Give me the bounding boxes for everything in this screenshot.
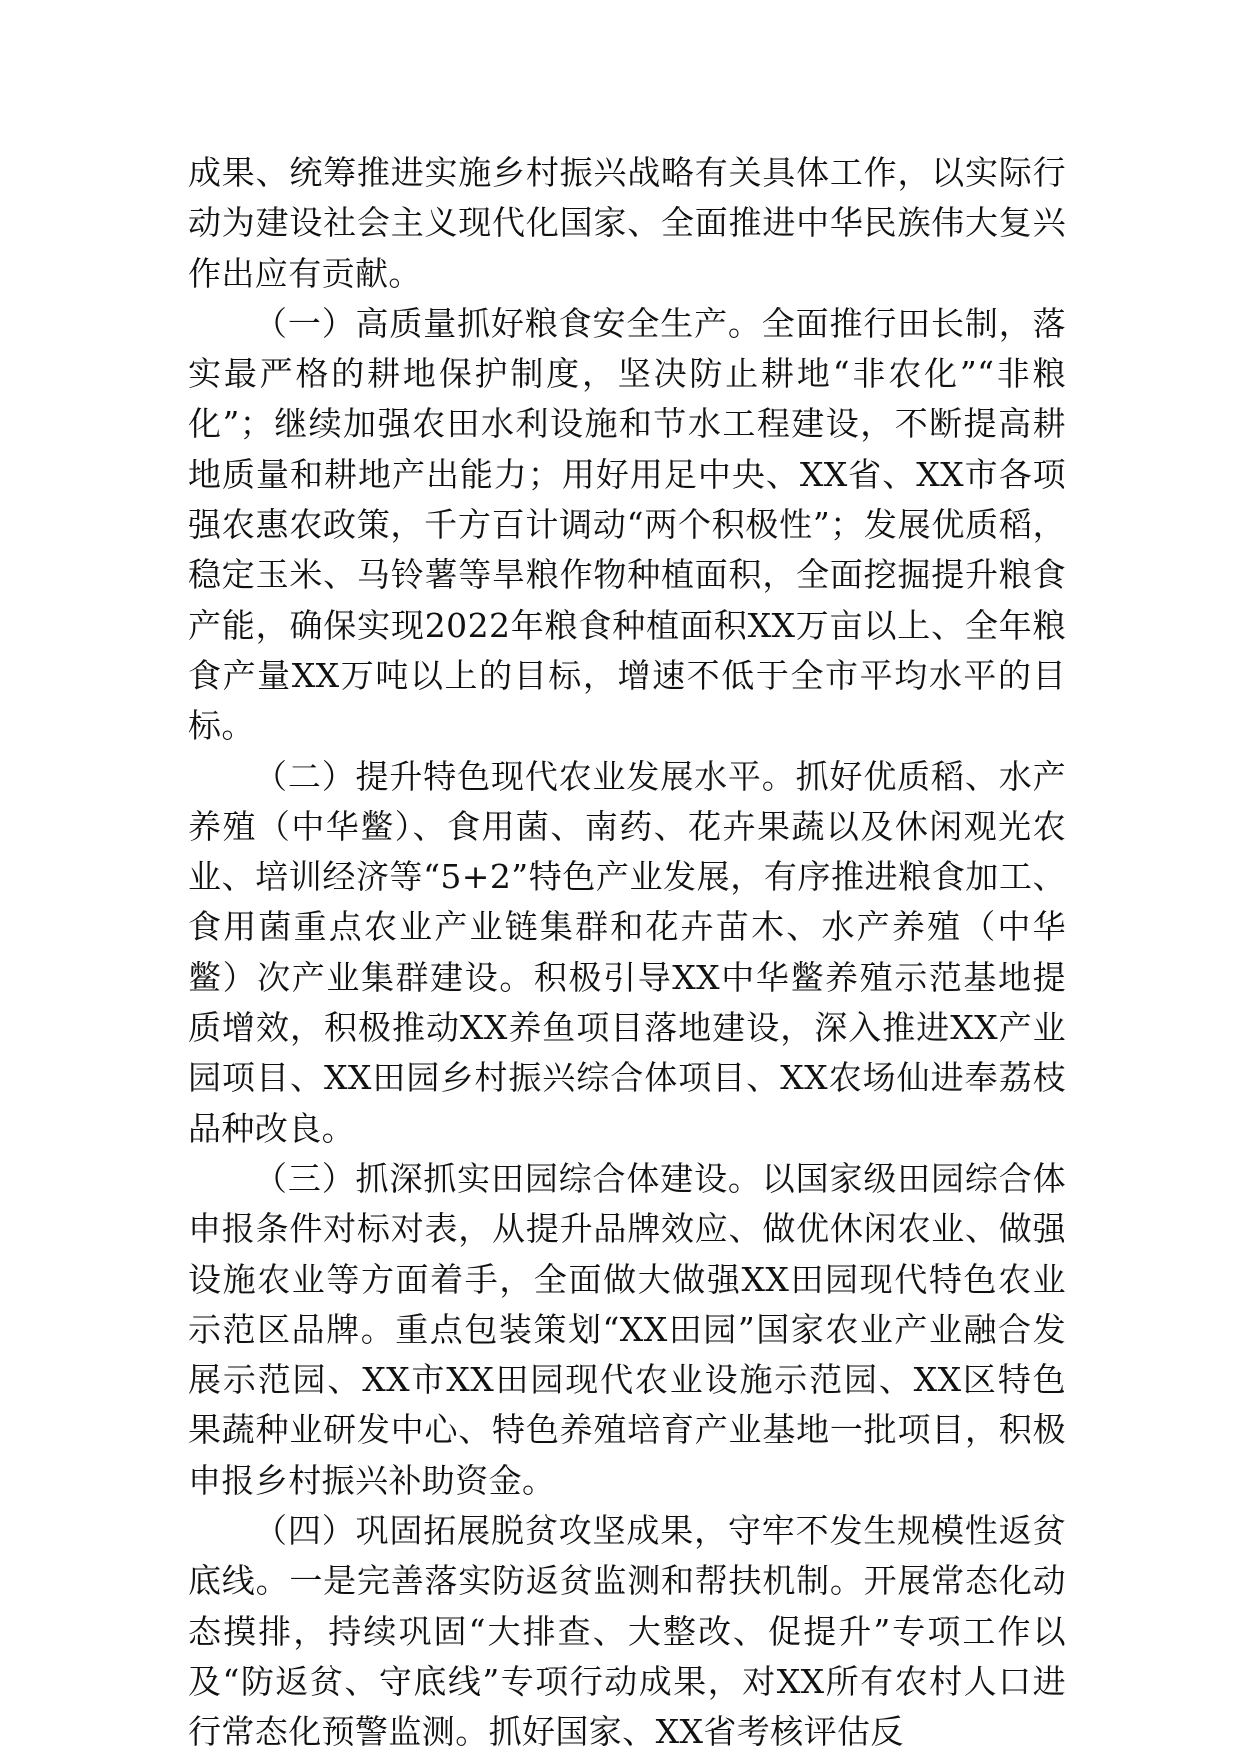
paragraph-intro-continuation: 成果、统筹推进实施乡村振兴战略有关具体工作，以实际行动为建设社会主义现代化国家、全面推进中华民族伟大复兴作出应有贡献。 (188, 153, 1066, 293)
paragraph-section-1-grain-security: （一）高质量抓好粮食安全生产。全面推行田长制，落实最严格的耕地保护制度，坚决防止耕地“非农化”“非粮化”；继续加强农田水利设施和节水工程建设，不断提高耕地质量和耕地产出能力；用好用足中央、XX省、XX市各项强农惠农政策，千方百计调动“两个积极性”；发展优质稻，稳定玉米、马铃薯等旱粮作物种植面积，全面挖掘提升粮食产能，确保实现2022年粮食种植面积XX万亩以上、全年粮食产量XX万吨以上的目标，增速不低于全市平均水平的目标。 (188, 303, 1066, 746)
paragraph-section-3-pastoral-complex: （三）抓深抓实田园综合体建设。以国家级田园综合体申报条件对标对表，从提升品牌效应、做优休闲农业、做强设施农业等方面着手，全面做大做强XX田园现代特色农业示范区品牌。重点包装策划“XX田园”国家农业产业融合发展示范园、XX市XX田园现代农业设施示范园、XX区特色果蔬种业研发中心、特色养殖培育产业基地一批项目，积极申报乡村振兴补助资金。 (188, 1158, 1066, 1500)
paragraph-section-2-modern-agriculture: （二）提升特色现代农业发展水平。抓好优质稻、水产养殖（中华鳖）、食用菌、南药、花卉果蔬以及休闲观光农业、培训经济等“5+2”特色产业发展，有序推进粮食加工、食用菌重点农业产业链集群和花卉苗木、水产养殖（中华鳖）次产业集群建设。积极引导XX中华鳖养殖示范基地提质增效，积极推动XX养鱼项目落地建设，深入推进XX产业园项目、XX田园乡村振兴综合体项目、XX农场仙进奉荔枝品种改良。 (188, 756, 1066, 1148)
paragraph-section-4-poverty-alleviation: （四）巩固拓展脱贫攻坚成果，守牢不发生规模性返贫底线。一是完善落实防返贫监测和帮扶机制。开展常态化动态摸排，持续巩固“大排查、大整改、促提升”专项工作以及“防返贫、守底线”专项行动成果，对XX所有农村人口进行常态化预警监测。抓好国家、XX省考核评估反 (188, 1511, 1066, 1752)
document-body (188, 148, 1066, 1758)
